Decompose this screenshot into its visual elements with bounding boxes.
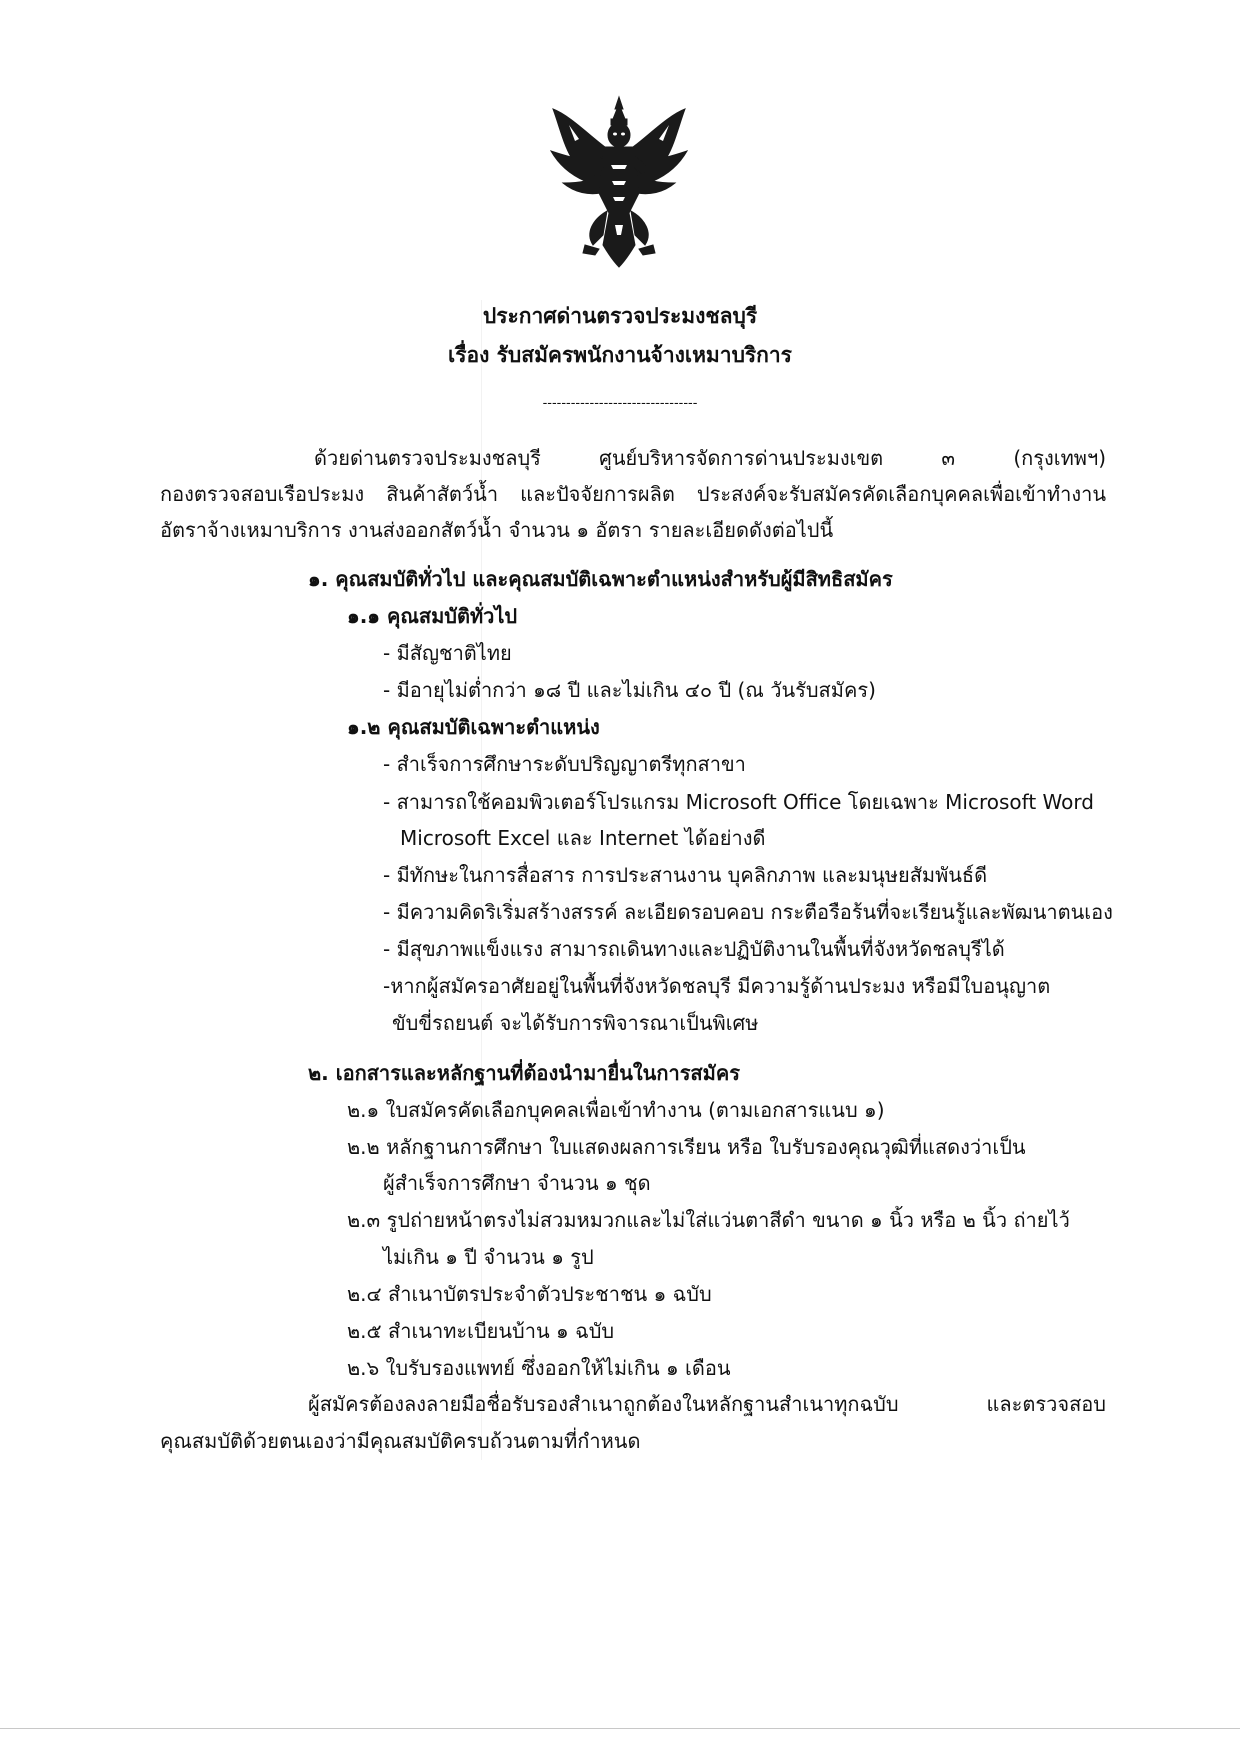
intro-line-2: กองตรวจสอบเรือประมง สินค้าสัตว์น้ำ และปัจจัยการผลิต ประสงค์จะรับสมัครคัดเลือกบุคคลเพื่อเข้าทำงาน [160, 482, 1106, 506]
title-separator: --------------------------------- [542, 396, 698, 411]
section2-heading: ๒. เอกสารและหลักฐานที่ต้องนำมายื่นในการสมัคร [308, 1061, 740, 1085]
section1-sub1-item-2: - มีอายุไม่ต่ำกว่า ๑๘ ปี และไม่เกิน ๔๐ ปี (ณ วันรับสมัคร) [383, 678, 876, 702]
closing-line-1: ผู้สมัครต้องลงลายมือชื่อรับรองสำเนาถูกต้องในหลักฐานสำเนาทุกฉบับ และตรวจสอบ [308, 1392, 1106, 1416]
section1-sub2-heading: ๑.๒ คุณสมบัติเฉพาะตำแหน่ง [347, 715, 600, 739]
section2-item-4: ๒.๔ สำเนาบัตรประจำตัวประชาชน ๑ ฉบับ [347, 1282, 712, 1306]
section1-sub2-item-5: - มีสุขภาพแข็งแรง สามารถเดินทางและปฏิบัติงานในพื้นที่จังหวัดชลบุรีได้ [383, 937, 1005, 961]
section2-item-6: ๒.๖ ใบรับรองแพทย์ ซึ่งออกให้ไม่เกิน ๑ เดือน [347, 1356, 731, 1380]
section2-item-2-cont: ผู้สำเร็จการศึกษา จำนวน ๑ ชุด [383, 1171, 651, 1195]
section2-item-3: ๒.๓ รูปถ่ายหน้าตรงไม่สวมหมวกและไม่ใส่แว่นตาสีดำ ขนาด ๑ นิ้ว หรือ ๒ นิ้ว ถ่ายไว้ [347, 1208, 1070, 1232]
title-line-2: เรื่อง รับสมัครพนักงานจ้างเหมาบริการ [448, 343, 792, 367]
closing-line-2: คุณสมบัติด้วยตนเองว่ามีคุณสมบัติครบถ้วนตามที่กำหนด [160, 1429, 641, 1453]
bottom-rule [0, 1728, 1240, 1729]
intro-line-3: อัตราจ้างเหมาบริการ งานส่งออกสัตว์น้ำ จำนวน ๑ อัตรา รายละเอียดดังต่อไปนี้ [160, 518, 834, 542]
section1-sub2-item-3: - มีทักษะในการสื่อสาร การประสานงาน บุคลิกภาพ และมนุษยสัมพันธ์ดี [383, 863, 988, 887]
section1-heading: ๑. คุณสมบัติทั่วไป และคุณสมบัติเฉพาะตำแหน่งสำหรับผู้มีสิทธิสมัคร [308, 567, 893, 591]
garuda-emblem-icon [549, 95, 689, 270]
section1-sub2-item-2: - สามารถใช้คอมพิวเตอร์โปรแกรม Microsoft Office โดยเฉพาะ Microsoft Word [383, 790, 1094, 814]
section1-sub1-heading: ๑.๑ คุณสมบัติทั่วไป [347, 604, 518, 628]
section2-item-3-cont: ไม่เกิน ๑ ปี จำนวน ๑ รูป [383, 1245, 594, 1269]
section1-sub2-item-2-cont: Microsoft Excel และ Internet ได้อย่างดี [400, 826, 766, 850]
title-line-1: ประกาศด่านตรวจประมงชลบุรี [482, 304, 758, 328]
section1-sub2-item-6: -หากผู้สมัครอาศัยอยู่ในพื้นที่จังหวัดชลบุรี มีความรู้ด้านประมง หรือมีใบอนุญาต [383, 974, 1051, 998]
section2-item-5: ๒.๕ สำเนาทะเบียนบ้าน ๑ ฉบับ [347, 1319, 615, 1343]
section1-sub2-item-4: - มีความคิดริเริ่มสร้างสรรค์ ละเอียดรอบคอบ กระตือรือร้นที่จะเรียนรู้และพัฒนาตนเอง [383, 900, 1113, 924]
section1-sub2-item-6-cont: ขับขี่รถยนต์ จะได้รับการพิจารณาเป็นพิเศษ [392, 1011, 759, 1035]
section1-sub1-item-1: - มีสัญชาติไทย [383, 641, 512, 665]
section2-item-2: ๒.๒ หลักฐานการศึกษา ใบแสดงผลการเรียน หรือ ใบรับรองคุณวุฒิที่แสดงว่าเป็น [347, 1135, 1026, 1159]
intro-line-1: ด้วยด่านตรวจประมงชลบุรี ศูนย์บริหารจัดการด่านประมงเขต ๓ (กรุงเทพฯ) [314, 446, 1106, 470]
section2-item-1: ๒.๑ ใบสมัครคัดเลือกบุคคลเพื่อเข้าทำงาน (ตามเอกสารแนบ ๑) [347, 1098, 885, 1122]
section1-sub2-item-1: - สำเร็จการศึกษาระดับปริญญาตรีทุกสาขา [383, 752, 746, 776]
